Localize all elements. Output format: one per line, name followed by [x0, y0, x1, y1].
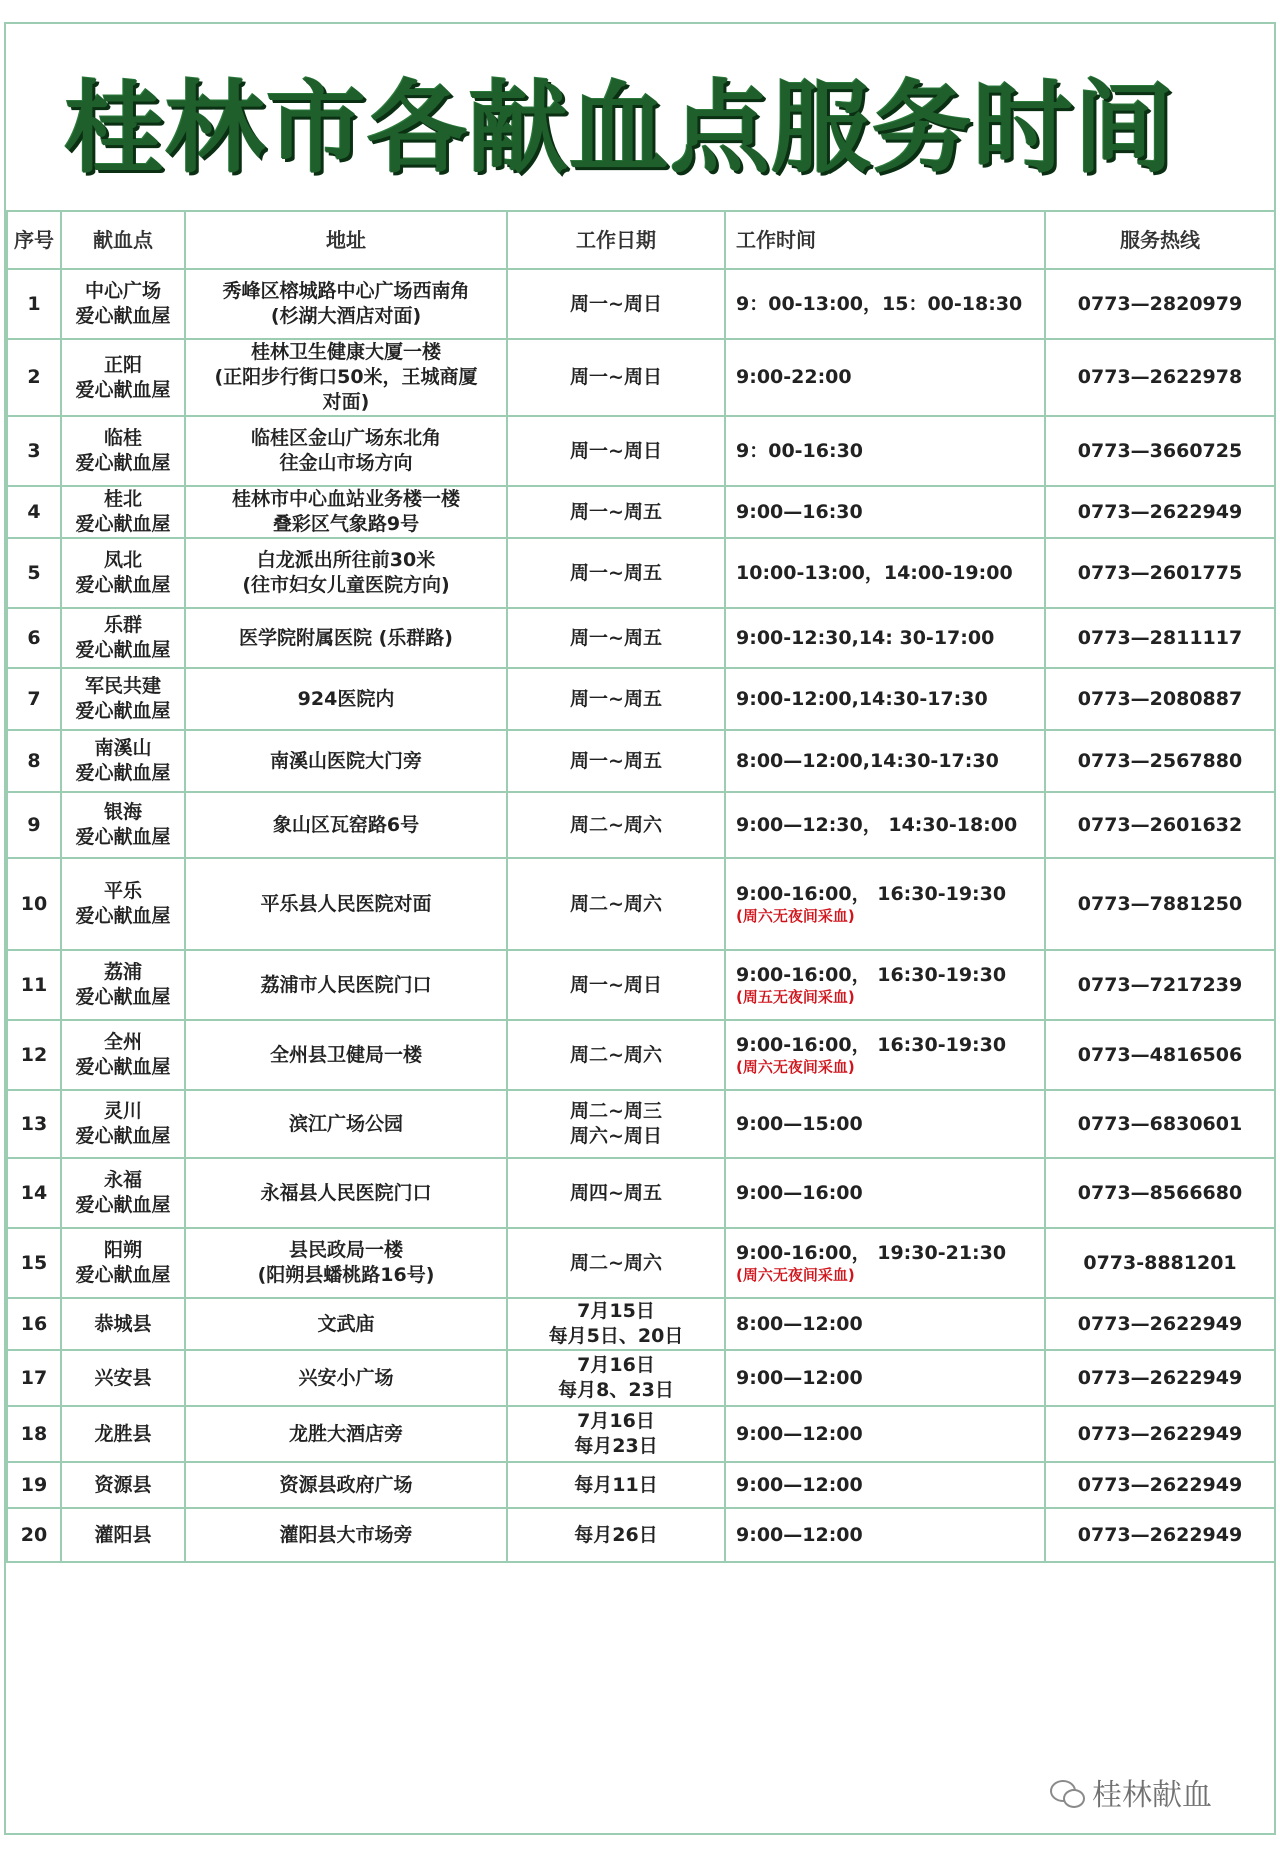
cell-days: [507, 1298, 725, 1350]
cell-phone: 0773—6830601: [1045, 1090, 1275, 1158]
cell-days: [507, 1350, 725, 1406]
cell-line: 周六~周日: [570, 1125, 662, 1147]
cell-line: 资源县政府广场: [279, 1473, 413, 1496]
cell-address: [185, 858, 507, 950]
cell-line: 周二~周六: [570, 1043, 662, 1066]
cell-no: 2: [7, 339, 61, 416]
header-days: 工作日期: [507, 211, 725, 269]
cell-phone: 0773—7881250: [1045, 858, 1275, 950]
cell-site: [61, 339, 185, 416]
cell-days: [507, 416, 725, 486]
cell-line: 爱心献血屋: [75, 1056, 171, 1078]
cell-line: 龙胜县: [94, 1422, 152, 1445]
cell-phone: 0773—8566680: [1045, 1158, 1275, 1228]
cell-time: [725, 1350, 1045, 1406]
table-row: [7, 1090, 1275, 1158]
cell-line: 周一~周五: [570, 687, 662, 710]
cell-no: 8: [7, 730, 61, 792]
cell-line: 周四~周五: [570, 1181, 662, 1204]
cell-line: 兴安小广场: [298, 1366, 394, 1389]
cell-line: 爱心献血屋: [75, 1194, 171, 1216]
cell-line: 凤北: [103, 549, 142, 571]
cell-site: [61, 538, 185, 608]
cell-phone: 0773—2820979: [1045, 269, 1275, 339]
watermark-text: 桂林献血: [1092, 1778, 1212, 1813]
cell-line: 灌阳县大市场旁: [279, 1523, 413, 1546]
cell-site: [61, 792, 185, 858]
time-text: 9:00—12:00: [736, 1523, 863, 1546]
cell-line: 临桂区金山广场东北角: [250, 427, 441, 449]
table-row: [7, 668, 1275, 730]
cell-days: [507, 538, 725, 608]
cell-line: 周一~周五: [570, 500, 662, 523]
cell-address: [185, 730, 507, 792]
cell-days: [507, 1020, 725, 1090]
cell-line: 灌阳县: [94, 1523, 152, 1546]
cell-time: [725, 668, 1045, 730]
cell-no: 15: [7, 1228, 61, 1298]
cell-line: 县民政局一楼: [288, 1239, 403, 1261]
table-row: [7, 538, 1275, 608]
cell-no: 18: [7, 1406, 61, 1462]
cell-phone: 0773—2622949: [1045, 1508, 1275, 1562]
cell-site: [61, 730, 185, 792]
cell-line: 资源县: [94, 1473, 152, 1496]
cell-line: 7月15日: [577, 1300, 655, 1322]
time-note: (周六无夜间采血): [736, 1058, 855, 1076]
cell-site: [61, 416, 185, 486]
cell-phone: 0773—2601632: [1045, 792, 1275, 858]
time-note: (周六无夜间采血): [736, 907, 855, 925]
table-row: [7, 1298, 1275, 1350]
cell-days: [507, 668, 725, 730]
cell-line: 南溪山: [94, 737, 152, 759]
cell-line: 每月11日: [574, 1473, 658, 1496]
cell-address: [185, 1298, 507, 1350]
cell-line: 爱心献血屋: [75, 986, 171, 1008]
cell-line: 军民共建: [84, 675, 161, 697]
time-text: 9:00-16:00， 16:30-19:30: [736, 883, 1007, 905]
time-text: 9：00-16:30: [736, 439, 864, 462]
cell-time: [725, 269, 1045, 339]
cell-line: 爱心献血屋: [75, 762, 171, 784]
cell-address: [185, 339, 507, 416]
cell-time: [725, 858, 1045, 950]
cell-line: 每月23日: [574, 1435, 658, 1457]
cell-line: 周一~周日: [570, 366, 662, 388]
cell-phone: 0773—3660725: [1045, 416, 1275, 486]
cell-line: 爱心献血屋: [75, 452, 171, 474]
table-row: [7, 950, 1275, 1020]
cell-phone: 0773—2622949: [1045, 1298, 1275, 1350]
cell-site: [61, 1228, 185, 1298]
cell-no: 9: [7, 792, 61, 858]
cell-line: 南溪山医院大门旁: [269, 749, 422, 772]
table-row: [7, 1350, 1275, 1406]
time-text: 9:00—16:30: [736, 500, 863, 523]
cell-line: 爱心献血屋: [75, 826, 171, 848]
cell-line: 兴安县: [94, 1366, 152, 1389]
cell-address: [185, 792, 507, 858]
cell-days: [507, 608, 725, 668]
cell-days: [507, 858, 725, 950]
cell-no: 6: [7, 608, 61, 668]
time-text: 9:00-22:00: [736, 366, 852, 388]
cell-line: 每月8、23日: [558, 1379, 674, 1401]
cell-line: 中心广场: [84, 280, 161, 302]
table-row: [7, 608, 1275, 668]
cell-no: 19: [7, 1462, 61, 1508]
time-note: (周五无夜间采血): [736, 988, 855, 1006]
time-text: 8:00—12:00,14:30-17:30: [736, 749, 999, 772]
cell-line: 周一~周五: [570, 626, 662, 649]
cell-time: [725, 1462, 1045, 1508]
cell-no: 7: [7, 668, 61, 730]
cell-no: 16: [7, 1298, 61, 1350]
cell-address: [185, 668, 507, 730]
cell-days: [507, 730, 725, 792]
cell-line: 象山区瓦窑路6号: [272, 813, 420, 836]
cell-line: 荔浦: [103, 961, 142, 983]
schedule-table: [6, 210, 1276, 1563]
cell-days: [507, 1228, 725, 1298]
cell-line: 924医院内: [297, 687, 395, 710]
time-text: 9:00-12:00,14:30-17:30: [736, 687, 988, 710]
time-text: 9：00-13:00，15：00-18:30: [736, 292, 1023, 315]
cell-line: 每月5日、20日: [548, 1325, 684, 1347]
cell-time: [725, 339, 1045, 416]
table-row: [7, 792, 1275, 858]
cell-phone: 0773—2622949: [1045, 1462, 1275, 1508]
cell-no: 4: [7, 486, 61, 538]
cell-line: 周二~周六: [570, 892, 662, 915]
time-text: 9:00—12:00: [736, 1473, 863, 1496]
cell-phone: 0773—2567880: [1045, 730, 1275, 792]
cell-phone: 0773—2622949: [1045, 1406, 1275, 1462]
cell-phone: 0773—2622949: [1045, 1350, 1275, 1406]
cell-time: [725, 1298, 1045, 1350]
cell-time: [725, 486, 1045, 538]
cell-time: [725, 950, 1045, 1020]
table-row: [7, 339, 1275, 416]
table-row: [7, 416, 1275, 486]
cell-address: [185, 1406, 507, 1462]
cell-line: 荔浦市人民医院门口: [260, 973, 432, 996]
cell-line: 爱心献血屋: [75, 1125, 171, 1147]
time-text: 8:00—12:00: [736, 1312, 863, 1335]
cell-days: [507, 1158, 725, 1228]
cell-line: 往金山市场方向: [279, 452, 413, 474]
cell-line: (往市妇女儿童医院方向): [242, 574, 450, 596]
cell-line: 爱心献血屋: [75, 905, 171, 927]
cell-line: 全州县卫健局一楼: [269, 1043, 422, 1066]
cell-address: [185, 486, 507, 538]
cell-line: 银海: [103, 801, 142, 823]
time-text: 9:00—15:00: [736, 1112, 863, 1135]
cell-days: [507, 1090, 725, 1158]
cell-no: 14: [7, 1158, 61, 1228]
cell-line: 医学院附属医院 (乐群路): [239, 626, 453, 649]
cell-site: [61, 608, 185, 668]
cell-no: 5: [7, 538, 61, 608]
cell-line: 周一~周五: [570, 749, 662, 772]
header-no: 序号: [7, 211, 61, 269]
header-row: [7, 211, 1275, 269]
cell-days: [507, 486, 725, 538]
header-phone: 服务热线: [1045, 211, 1275, 269]
cell-line: 爱心献血屋: [75, 574, 171, 596]
cell-no: 10: [7, 858, 61, 950]
time-text: 9:00—12:00: [736, 1366, 863, 1389]
cell-no: 3: [7, 416, 61, 486]
cell-address: [185, 1020, 507, 1090]
cell-line: 龙胜大酒店旁: [288, 1422, 403, 1445]
cell-time: [725, 416, 1045, 486]
cell-line: 周二~周六: [570, 1251, 662, 1274]
header-time: 工作时间: [725, 211, 1045, 269]
cell-site: [61, 858, 185, 950]
cell-address: [185, 608, 507, 668]
table-row: [7, 730, 1275, 792]
time-text: 9:00-16:00， 19:30-21:30: [736, 1242, 1007, 1264]
cell-site: [61, 1462, 185, 1508]
cell-time: [725, 608, 1045, 668]
cell-phone: 0773—4816506: [1045, 1020, 1275, 1090]
cell-line: 周一~周日: [570, 439, 662, 462]
cell-no: 13: [7, 1090, 61, 1158]
cell-site: [61, 668, 185, 730]
cell-time: [725, 1020, 1045, 1090]
table-row: [7, 1228, 1275, 1298]
cell-phone: 0773—2622978: [1045, 339, 1275, 416]
cell-site: [61, 1090, 185, 1158]
cell-address: [185, 1462, 507, 1508]
cell-line: 每月26日: [574, 1523, 658, 1546]
cell-line: 平乐: [103, 880, 142, 902]
cell-site: [61, 1350, 185, 1406]
cell-line: 灵川: [103, 1100, 142, 1122]
cell-phone: 0773—7217239: [1045, 950, 1275, 1020]
cell-line: 阳朔: [103, 1239, 142, 1261]
cell-site: [61, 486, 185, 538]
cell-address: [185, 950, 507, 1020]
cell-time: [725, 538, 1045, 608]
cell-phone: 0773—2601775: [1045, 538, 1275, 608]
cell-line: 文武庙: [317, 1312, 375, 1335]
cell-line: 周一~周五: [570, 561, 662, 584]
cell-address: [185, 1158, 507, 1228]
cell-address: [185, 269, 507, 339]
table-row: [7, 1508, 1275, 1562]
cell-no: 17: [7, 1350, 61, 1406]
cell-site: [61, 1158, 185, 1228]
cell-phone: 0773—2622949: [1045, 486, 1275, 538]
page-title: 桂林市各献血点服务时间: [64, 70, 1175, 187]
cell-address: [185, 1228, 507, 1298]
cell-line: 永福县人民医院门口: [260, 1181, 432, 1204]
cell-days: [507, 269, 725, 339]
table-row: [7, 486, 1275, 538]
cell-days: [507, 792, 725, 858]
cell-line: 全州: [103, 1031, 142, 1053]
cell-days: [507, 1406, 725, 1462]
cell-phone: 0773-8881201: [1045, 1228, 1275, 1298]
cell-site: [61, 269, 185, 339]
cell-line: (阳朔县蟠桃路16号): [257, 1264, 435, 1286]
cell-phone: 0773—2080887: [1045, 668, 1275, 730]
table-body: [7, 269, 1275, 1562]
cell-days: [507, 950, 725, 1020]
time-text: 9:00-16:00， 16:30-19:30: [736, 964, 1007, 986]
cell-line: 7月16日: [577, 1354, 655, 1376]
cell-line: 桂林市中心血站业务楼一楼: [231, 488, 460, 510]
cell-site: [61, 1508, 185, 1562]
cell-line: 周一~周日: [570, 292, 662, 315]
cell-no: 11: [7, 950, 61, 1020]
cell-days: [507, 1508, 725, 1562]
cell-time: [725, 792, 1045, 858]
cell-line: 爱心献血屋: [75, 1264, 171, 1286]
cell-line: 周二~周三: [570, 1100, 662, 1122]
cell-time: [725, 1090, 1045, 1158]
table-row: [7, 1020, 1275, 1090]
cell-line: 永福: [103, 1169, 142, 1191]
cell-line: 白龙派出所往前30米: [256, 549, 436, 571]
cell-line: 秀峰区榕城路中心广场西南角: [222, 280, 470, 302]
time-text: 9:00—16:00: [736, 1181, 863, 1204]
cell-line: 叠彩区气象路9号: [272, 513, 420, 535]
cell-line: 恭城县: [94, 1312, 152, 1335]
cell-line: 周一~周日: [570, 973, 662, 996]
cell-no: 20: [7, 1508, 61, 1562]
cell-site: [61, 950, 185, 1020]
cell-line: 临桂: [103, 427, 142, 449]
table-row: [7, 269, 1275, 339]
time-text: 9:00—12:00: [736, 1422, 863, 1445]
cell-time: [725, 1508, 1045, 1562]
cell-address: [185, 416, 507, 486]
cell-time: [725, 730, 1045, 792]
cell-line: 爱心献血屋: [75, 700, 171, 722]
cell-line: 正阳: [103, 353, 142, 376]
cell-line: 周二~周六: [570, 813, 662, 836]
wechat-icon: [1050, 1777, 1084, 1807]
watermark: [1050, 1770, 1212, 1814]
time-text: 9:00—12:30， 14:30-18:00: [736, 813, 1018, 836]
cell-time: [725, 1158, 1045, 1228]
table-row: [7, 1462, 1275, 1508]
cell-line: (正阳步行街口50米，王城商厦: [214, 366, 478, 388]
table-row: [7, 858, 1275, 950]
header-address: 地址: [185, 211, 507, 269]
time-note: (周六无夜间采血): [736, 1266, 855, 1284]
time-text: 10:00-13:00，14:00-19:00: [736, 561, 1013, 584]
cell-site: [61, 1020, 185, 1090]
time-text: 9:00-12:30,14: 30-17:00: [736, 626, 995, 649]
time-text: 9:00-16:00， 16:30-19:30: [736, 1034, 1007, 1056]
cell-site: [61, 1406, 185, 1462]
cell-line: 爱心献血屋: [75, 378, 171, 401]
cell-time: [725, 1228, 1045, 1298]
cell-line: 平乐县人民医院对面: [260, 892, 432, 915]
header-site: 献血点: [61, 211, 185, 269]
cell-line: 桂北: [103, 488, 142, 510]
cell-no: 1: [7, 269, 61, 339]
cell-days: [507, 1462, 725, 1508]
cell-address: [185, 538, 507, 608]
cell-address: [185, 1090, 507, 1158]
cell-no: 12: [7, 1020, 61, 1090]
cell-line: 爱心献血屋: [75, 639, 171, 661]
cell-line: (杉湖大酒店对面): [270, 305, 422, 327]
cell-line: 爱心献血屋: [75, 305, 171, 327]
cell-address: [185, 1508, 507, 1562]
cell-phone: 0773—2811117: [1045, 608, 1275, 668]
cell-site: [61, 1298, 185, 1350]
cell-line: 桂林卫生健康大厦一楼: [250, 341, 441, 363]
cell-line: 7月16日: [577, 1410, 655, 1432]
cell-days: [507, 339, 725, 416]
cell-line: 乐群: [103, 614, 142, 636]
cell-line: 爱心献血屋: [75, 513, 171, 535]
cell-line: 对面): [322, 391, 370, 413]
cell-address: [185, 1350, 507, 1406]
table-row: [7, 1158, 1275, 1228]
cell-time: [725, 1406, 1045, 1462]
table-row: [7, 1406, 1275, 1462]
cell-line: 滨江广场公园: [288, 1112, 403, 1135]
